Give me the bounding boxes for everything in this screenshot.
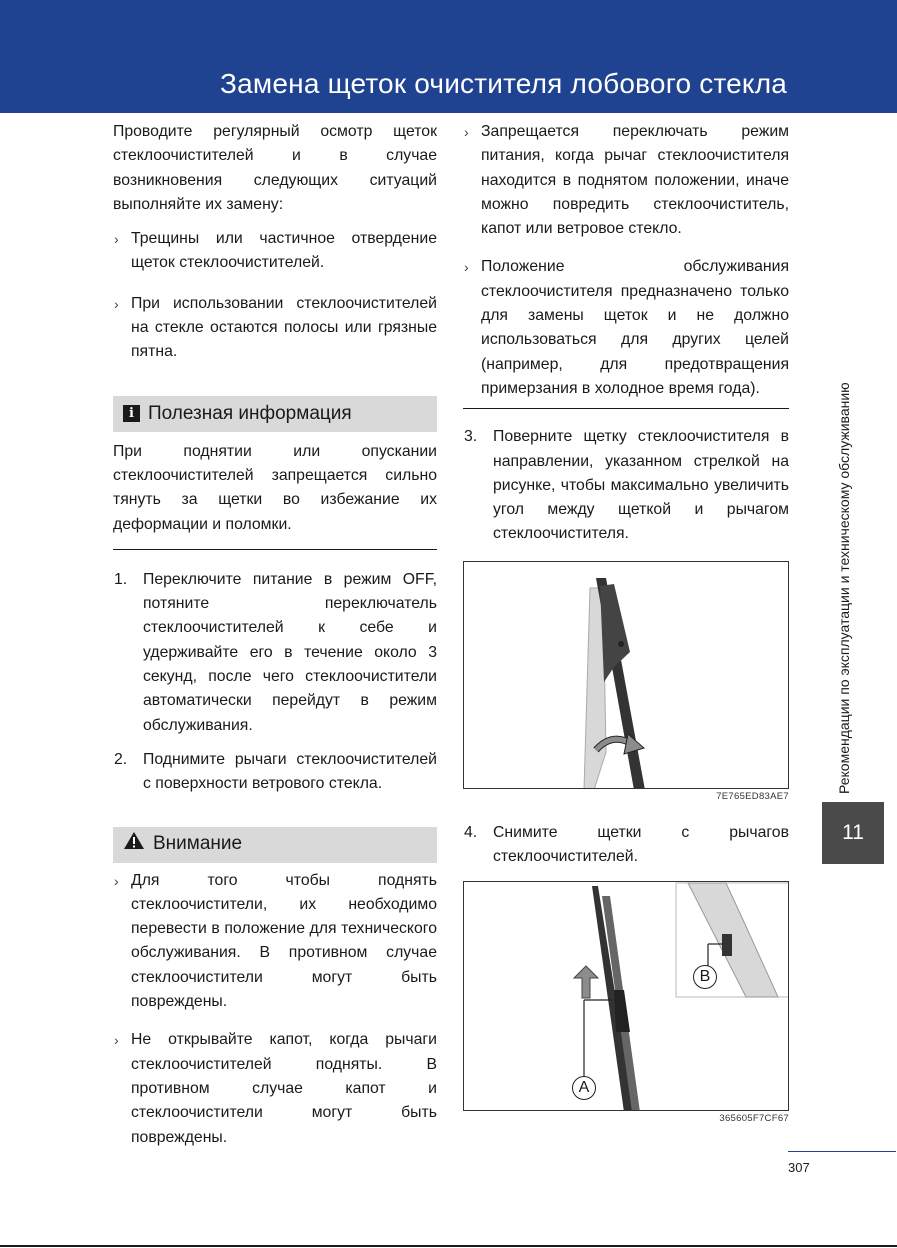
list-item-text: Запрещается переключать режим питания, когда рычаг стеклоочистителя находится в поднятом положении, иначе можно повредить стеклоочиститель, капот или ветровое стекло. — [481, 123, 789, 238]
left-column — [113, 120, 437, 1150]
chevron-right-icon: › — [114, 1032, 119, 1049]
list-item-text: Положение обслуживания стеклоочистителя предназначено только для замены щеток и не должно использоваться для других целей (например, для предотвращения примерзания в холодное время года). — [481, 258, 789, 397]
warning-icon — [123, 831, 145, 857]
info-icon: i — [123, 405, 140, 422]
list-item — [463, 255, 789, 401]
section-title-vertical: Рекомендации по эксплуатации и техническому обслуживанию — [836, 382, 852, 794]
info-box-title: Полезная информация — [148, 402, 352, 424]
chevron-right-icon: › — [114, 872, 119, 889]
list-item — [113, 292, 437, 365]
chapter-number-tab: 11 — [822, 802, 884, 864]
page-number: 307 — [788, 1160, 810, 1175]
step-number: 3. — [464, 428, 478, 446]
step-item — [113, 568, 437, 738]
list-item-text: При использовании стеклоочистителей на стекле остаются полосы или грязные пятна. — [131, 294, 437, 361]
list-item — [113, 869, 437, 1015]
chevron-right-icon: › — [464, 124, 469, 140]
step-text: Поверните щетку стеклоочистителя в направлении, указанном стрелкой на рисунке, чтобы максимально увеличить угол между щеткой и рычагом стеклоочистителя. — [493, 428, 789, 543]
figure-code: 365605F7CF67 — [719, 1113, 789, 1125]
list-item — [113, 227, 437, 276]
wiper-remove-illustration — [464, 882, 789, 1111]
warning-box-header — [113, 827, 437, 863]
chevron-right-icon: › — [464, 259, 469, 276]
divider — [463, 408, 789, 409]
page-title: Замена щеток очистителя лобового стекла — [220, 68, 787, 99]
callout-a-label: A — [578, 1079, 590, 1097]
page-header — [0, 0, 897, 113]
list-item — [463, 120, 789, 241]
step-item — [113, 748, 437, 797]
step-number: 2. — [114, 750, 128, 768]
page-number-rule — [788, 1151, 896, 1152]
info-box-text: При поднятии или опускании стеклоочистителей запрещается сильно тянуть за щетки во избежание их деформации и поломки. — [113, 442, 437, 533]
list-item-text: Не открывайте капот, когда рычаги стеклоочистителей подняты. В противном случае капот и стеклоочистители могут быть повреждены. — [131, 1031, 437, 1146]
list-item-text: Трещины или частичное отвердение щеток стеклоочистителей. — [131, 230, 437, 272]
bottom-border — [0, 1245, 897, 1247]
figure-wiper-remove — [463, 881, 789, 1111]
wiper-rotate-illustration — [464, 562, 789, 789]
chevron-right-icon: › — [114, 295, 119, 312]
step-item — [463, 425, 789, 546]
step-text: Поднимите рычаги стеклоочистителей с поверхности ветрового стекла. — [143, 750, 437, 793]
callout-b-label: B — [699, 968, 711, 986]
list-item — [113, 1028, 437, 1149]
warning-box-title: Внимание — [153, 833, 243, 855]
info-box-header — [113, 396, 437, 432]
list-item-text: Для того чтобы поднять стеклоочистители, их необходимо перевести в положение для технического обслуживания. В противном случае стеклоочистители могут быть повреждены. — [131, 871, 437, 1011]
step-text: Снимите щетки с рычагов стеклоочистителей. — [493, 823, 789, 866]
intro-paragraph: Проводите регулярный осмотр щеток стеклоочистителей и в случае возникновения следующих ситуаций выполняйте их замену: — [113, 123, 437, 213]
right-column — [463, 120, 789, 1125]
figure-wiper-rotate — [463, 561, 789, 789]
step-number: 4. — [464, 823, 478, 841]
step-item — [463, 821, 789, 870]
step-number: 1. — [114, 570, 128, 588]
divider — [113, 549, 437, 550]
step-text: Переключите питание в режим OFF, потяните переключатель стеклоочистителей к себе и удерживайте его в течение около 3 секунд, после чего стеклоочистители автоматически перейдут в режим обслуживания. — [143, 570, 437, 734]
figure-code: 7E765ED83AE7 — [716, 790, 789, 802]
chevron-right-icon: › — [114, 231, 119, 248]
